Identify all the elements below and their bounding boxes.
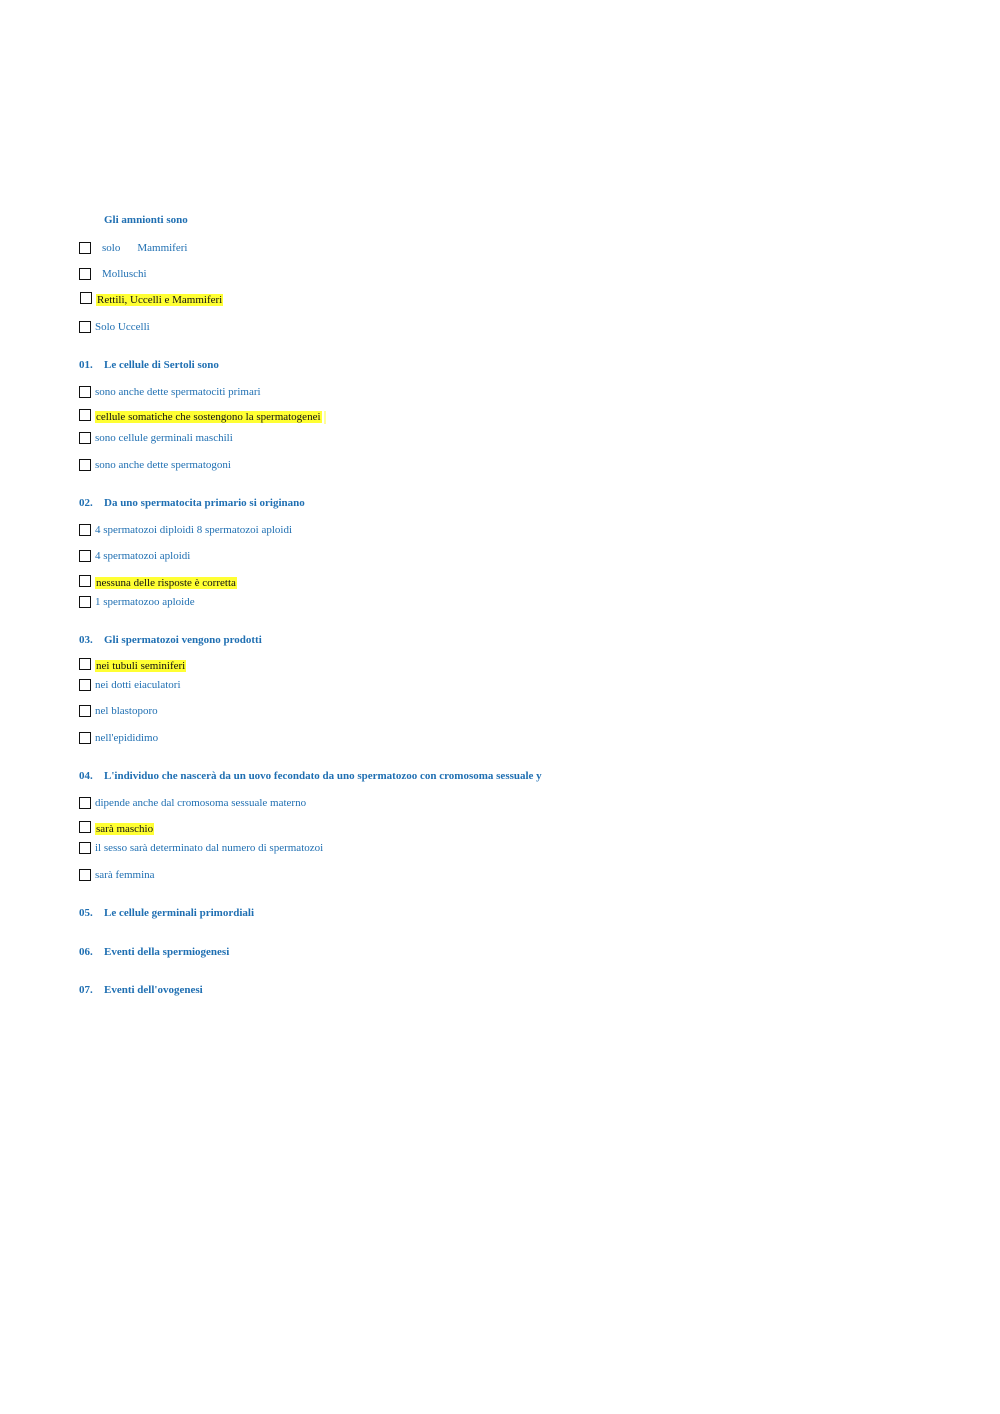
question-number: 03. (79, 634, 93, 646)
answer-option[interactable] (79, 457, 231, 473)
checkbox[interactable] (79, 386, 91, 398)
checkbox[interactable] (79, 732, 91, 744)
option-label: nei tubuli seminiferi (96, 660, 186, 672)
option-label: sarà maschio (96, 823, 154, 835)
checkbox[interactable] (79, 842, 91, 854)
question-number: 06. (79, 946, 93, 958)
checkbox[interactable] (80, 292, 92, 304)
answer-option[interactable] (79, 430, 233, 446)
option-label: Rettili, Uccelli e Mammiferi (97, 294, 223, 306)
checkbox[interactable] (79, 409, 91, 421)
question-number: 02. (79, 497, 93, 509)
checkbox[interactable] (79, 242, 91, 254)
checkbox[interactable] (79, 658, 91, 670)
option-label: 4 spermatozoi aploidi (95, 550, 191, 562)
checkbox[interactable] (79, 268, 91, 280)
option-label: dipende anche dal cromosoma sessuale materno (95, 797, 307, 809)
checkbox[interactable] (79, 550, 91, 562)
option-label: 1 spermatozoo aploide (95, 596, 195, 608)
option-label: sono anche dette spermatogoni (95, 459, 231, 471)
question-text: Da uno spermatocita primario si originano (104, 497, 305, 509)
answer-option[interactable] (79, 730, 158, 746)
checkbox[interactable] (79, 821, 91, 833)
question-title (79, 907, 254, 919)
checkbox[interactable] (79, 869, 91, 881)
question-title (79, 946, 229, 958)
answer-option[interactable] (79, 319, 150, 335)
answer-option[interactable] (79, 867, 155, 883)
question-text: L'individuo che nascerà da un uovo fecondato da uno spermatozoo con cromosoma sessuale y (104, 770, 542, 782)
option-label: 4 spermatozoi diploidi 8 spermatozoi aploidi (95, 524, 293, 536)
option-label: sono cellule germinali maschili (95, 432, 233, 444)
question-title (79, 359, 219, 371)
option-label: nel blastoporo (95, 705, 158, 717)
question-number: 01. (79, 359, 93, 371)
answer-option[interactable] (79, 266, 147, 282)
checkbox[interactable] (79, 575, 91, 587)
question-number: 07. (79, 984, 93, 996)
question-title (79, 634, 262, 646)
option-label: nei dotti eiaculatori (95, 679, 181, 691)
answer-option[interactable] (80, 292, 223, 308)
question-text: Eventi della spermiogenesi (104, 946, 230, 958)
answer-option[interactable] (79, 522, 292, 538)
answer-option[interactable] (79, 240, 187, 256)
answer-option[interactable] (79, 840, 323, 856)
question-title (79, 984, 203, 996)
answer-option[interactable] (79, 658, 186, 674)
answer-option[interactable] (79, 795, 306, 811)
question-text: Le cellule di Sertoli sono (104, 359, 219, 371)
option-label: nessuna delle risposte è corretta (96, 577, 236, 589)
answer-option[interactable] (79, 575, 237, 591)
option-label: solo (102, 242, 121, 254)
answer-option[interactable] (79, 821, 154, 837)
question-number: 04. (79, 770, 93, 782)
question-title (79, 497, 305, 509)
answer-option[interactable] (79, 384, 261, 400)
question-title (79, 770, 542, 782)
question-text: Gli spermatozoi vengono prodotti (104, 634, 262, 646)
answer-option[interactable] (79, 594, 195, 610)
checkbox[interactable] (79, 705, 91, 717)
question-title (104, 214, 188, 226)
option-label: il sesso sarà determinato dal numero di spermatozoi (95, 842, 324, 854)
highlight-marker (324, 411, 326, 424)
question-text: Gli amnionti sono (104, 214, 188, 226)
question-number: 05. (79, 907, 93, 919)
checkbox[interactable] (79, 459, 91, 471)
checkbox[interactable] (79, 679, 91, 691)
checkbox[interactable] (79, 321, 91, 333)
option-label: Molluschi (102, 268, 147, 280)
checkbox[interactable] (79, 524, 91, 536)
option-label: sarà femmina (95, 869, 155, 881)
option-label: Solo Uccelli (95, 321, 150, 333)
question-text: Eventi dell'ovogenesi (104, 984, 203, 996)
option-label: sono anche dette spermatociti primari (95, 386, 261, 398)
answer-option[interactable] (79, 548, 190, 564)
checkbox[interactable] (79, 797, 91, 809)
checkbox[interactable] (79, 596, 91, 608)
option-label: nell'epididimo (95, 732, 159, 744)
answer-option[interactable] (79, 409, 326, 425)
option-label: cellule somatiche che sostengono la spermatogenei (96, 411, 321, 423)
checkbox[interactable] (79, 432, 91, 444)
option-label: Mammiferi (137, 242, 188, 254)
answer-option[interactable] (79, 703, 158, 719)
question-text: Le cellule germinali primordiali (104, 907, 255, 919)
answer-option[interactable] (79, 677, 181, 693)
